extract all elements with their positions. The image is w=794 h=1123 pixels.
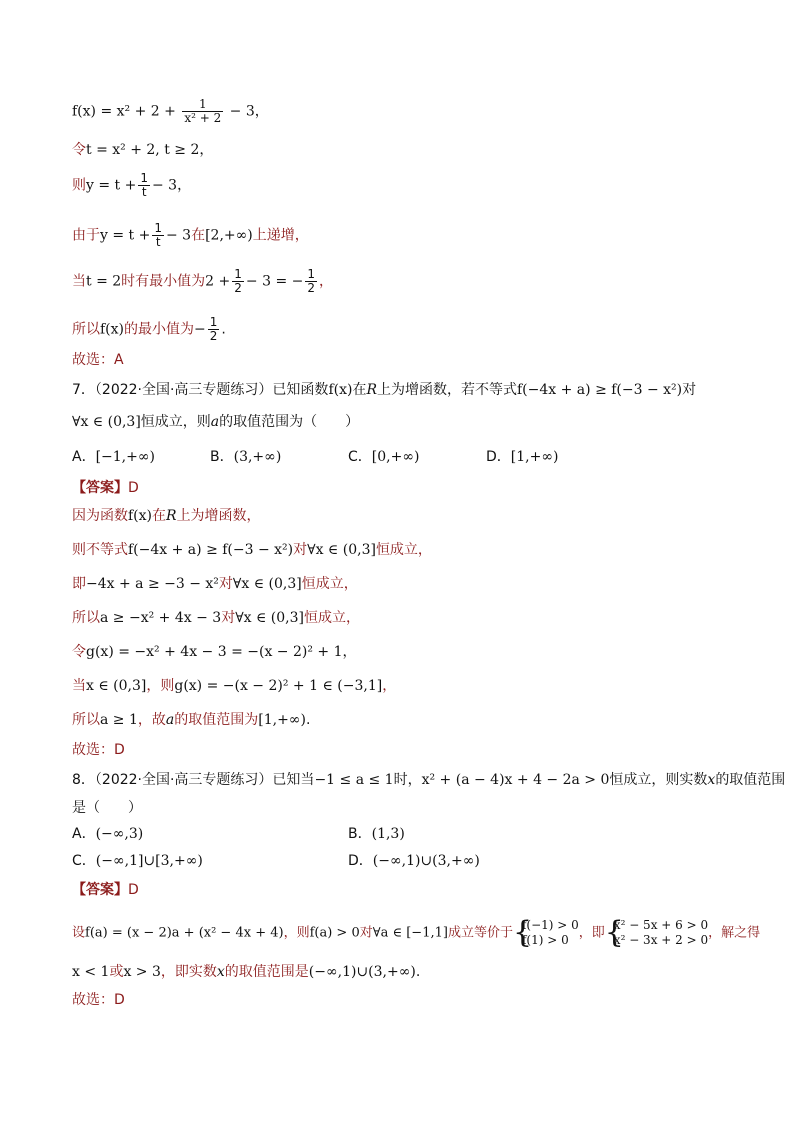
- math-expression: − 3，: [229, 103, 269, 120]
- q8-solution-1: 设f(a) = (x − 2)a + (x² − 4x + 4)，则f(a) > 0对∀a ∈ [−1,1]成立等价于 { f(−1) > 0 f(1) > 0 ，即 { x² − 5x + 6 > 0 x² − 3x + 2 > 0 ，解之得: [72, 915, 761, 950]
- q8-answer: 【答案】D: [72, 882, 139, 898]
- solution-line-1: [72, 98, 269, 125]
- solution-line-5: 当t = 2时有最小值为2 + $\frac{1}{2}$ − 3 = − $\frac{1}{2}$ ，: [72, 267, 333, 295]
- question-8-stem-1: 8．（2022·全国·高三专题练习）已知当−1 ≤ a ≤ 1时，x² + (a − 4)x + 4 − 2a > 0恒成立，则实数x的取值范围: [72, 772, 786, 788]
- q8-option-d[interactable]: D．(−∞,1)∪(3,+∞): [348, 853, 480, 869]
- question-7-stem-2: ∀x ∈ (0,3]恒成立，则a的取值范围为（ ）: [72, 414, 360, 430]
- q7-option-c[interactable]: C．[0,+∞): [348, 449, 420, 465]
- q7-solution-1: 因为函数f(x)在R上为增函数，: [72, 508, 261, 524]
- fraction: $\frac{1}{\text{x² + 2}}$: [184, 97, 222, 125]
- q7-solution-6: 当x ∈ (0,3]，则g(x) = −(x − 2)² + 1 ∈ (−3,1]，: [72, 678, 397, 694]
- question-8-stem-2: 是（ ）: [72, 800, 142, 816]
- math-expression: f(x) = x² + 2 +: [72, 103, 176, 120]
- q7-answer: 【答案】D: [72, 480, 139, 496]
- q7-option-b[interactable]: B．(3,+∞): [210, 449, 282, 465]
- q7-option-a[interactable]: A．[−1,+∞): [72, 449, 155, 465]
- q7-solution-7: 所以a ≥ 1，故a的取值范围为[1,+∞).: [72, 712, 311, 728]
- q7-solution-4: 所以a ≥ −x² + 4x − 3对∀x ∈ (0,3]恒成立，: [72, 610, 360, 626]
- q8-solution-2: x < 1或x > 3，即实数x的取值范围是(−∞,1)∪(3,+∞).: [72, 964, 421, 980]
- q7-option-d[interactable]: D．[1,+∞): [486, 449, 559, 465]
- q8-option-c[interactable]: C．(−∞,1]∪[3,+∞): [72, 853, 203, 869]
- solution-line-6: 所以f(x)的最小值为− $\frac{1}{2}$ .: [72, 315, 226, 343]
- q8-option-a[interactable]: A．(−∞,3): [72, 826, 144, 842]
- choice-line: 故选：A: [72, 352, 124, 368]
- solution-line-2: 令t = x² + 2, t ≥ 2，: [72, 142, 214, 158]
- q7-solution-3: 即−4x + a ≥ −3 − x²对∀x ∈ (0,3]恒成立，: [72, 576, 358, 592]
- equation-system: { x² − 5x + 6 > 0 x² − 3x + 2 > 0: [604, 915, 709, 950]
- solution-line-3: 则y = t + $\frac{1}{t}$ − 3，: [72, 171, 192, 199]
- equation-system: { f(−1) > 0 f(1) > 0: [512, 915, 579, 950]
- q7-choice: 故选：D: [72, 742, 125, 758]
- q7-solution-5: 令g(x) = −x² + 4x − 3 = −(x − 2)² + 1，: [72, 644, 357, 660]
- solution-line-4: 由于y = t + $\frac{1}{t}$ − 3在[2,+∞)上递增，: [72, 221, 309, 249]
- question-7-stem-1: 7．（2022·全国·高三专题练习）已知函数f(x)在R上为增函数，若不等式f(−4x + a) ≥ f(−3 − x²)对: [72, 382, 697, 398]
- q7-solution-2: 则不等式f(−4x + a) ≥ f(−3 − x²)对∀x ∈ (0,3]恒成立，: [72, 542, 432, 558]
- q8-choice: 故选：D: [72, 992, 125, 1008]
- q8-option-b[interactable]: B．(1,3): [348, 826, 405, 842]
